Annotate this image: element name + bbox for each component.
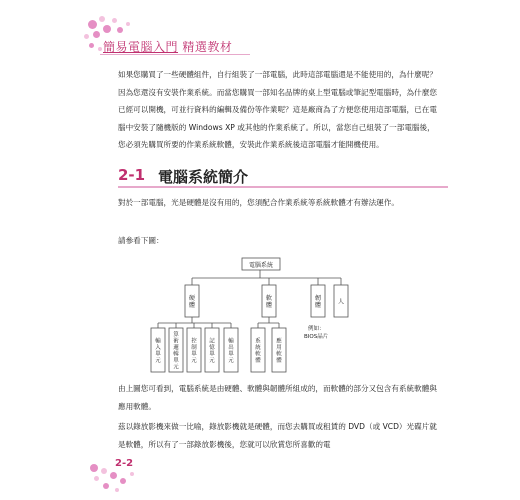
paragraph-see-figure: 請參看下圖：: [118, 236, 164, 245]
people-label: 人: [337, 298, 345, 306]
page-number: 2-2: [115, 458, 134, 469]
book-title: 簡易電腦入門: [103, 40, 179, 54]
diagram-root-label: 電腦系統: [248, 262, 274, 269]
unit-alu-label: 算術邏輯單元: [173, 332, 179, 371]
paragraph-vcr-analogy: 茲以錄放影機來做一比喻，錄放影機就是硬體，而您去購買或租賃的 DVD（或 VCD）光碟片就是軟體，所以有了一部錄放影機後，您就可以欣賞您所喜歡的電: [118, 422, 437, 449]
running-header: [103, 38, 232, 55]
paragraph-software-need: 對於一部電腦，光是硬體是沒有用的，您須配合作業系統等系統軟體才有辦法運作。: [118, 198, 399, 207]
intro-paragraph: 如果您購買了一些硬體組件，自行組裝了一部電腦，此時這部電腦還是不能使用的，為什麼呢？因為您還沒有安裝作業系統。而當您購買一部知名品牌的桌上型電腦或筆記型電腦時，為什麼您已經可以開機，可並行資料的編輯及備份等作業呢？這是廠商為了方便您使用這部電腦，已在電腦中安裝了隨機版的 Windows XP 或其他的作業系統了。所以，當您自己組裝了一部電腦後，您必須先購買所要的作業系統軟體，安裝此作業系統後這部電腦才能開機使用。: [118, 70, 437, 149]
book-subtitle: 精選教材: [182, 40, 233, 54]
section-heading: [118, 166, 448, 188]
paragraph-diagram-summary: 由上圖您可看到，電腦系統是由硬體、軟體與韌體所組成的，而軟體的部分又包含有系統軟體與應用軟體。: [118, 384, 437, 411]
section-rule: [118, 186, 448, 188]
unit-control-label: 控制單元: [191, 338, 197, 364]
unit-output-label: 輸出單元: [228, 338, 234, 364]
section-number: 2-1: [118, 166, 146, 184]
unit-memory-label: 記憶單元: [209, 338, 215, 364]
firmware-example-prefix: 例如：: [308, 326, 325, 332]
firmware-label: 韌體: [314, 294, 322, 309]
unit-input-label: 輸入單元: [155, 338, 161, 364]
application-software-label: 應用軟體: [276, 338, 282, 364]
section-title: 電腦系統簡介: [158, 168, 249, 186]
computer-system-diagram: [140, 250, 380, 380]
system-software-label: 系統軟體: [255, 338, 261, 364]
firmware-example-value: BIOS晶片: [304, 334, 329, 340]
software-label: 軟體: [265, 294, 273, 309]
header-divider: [100, 54, 250, 55]
hardware-label: 硬體: [188, 294, 196, 309]
